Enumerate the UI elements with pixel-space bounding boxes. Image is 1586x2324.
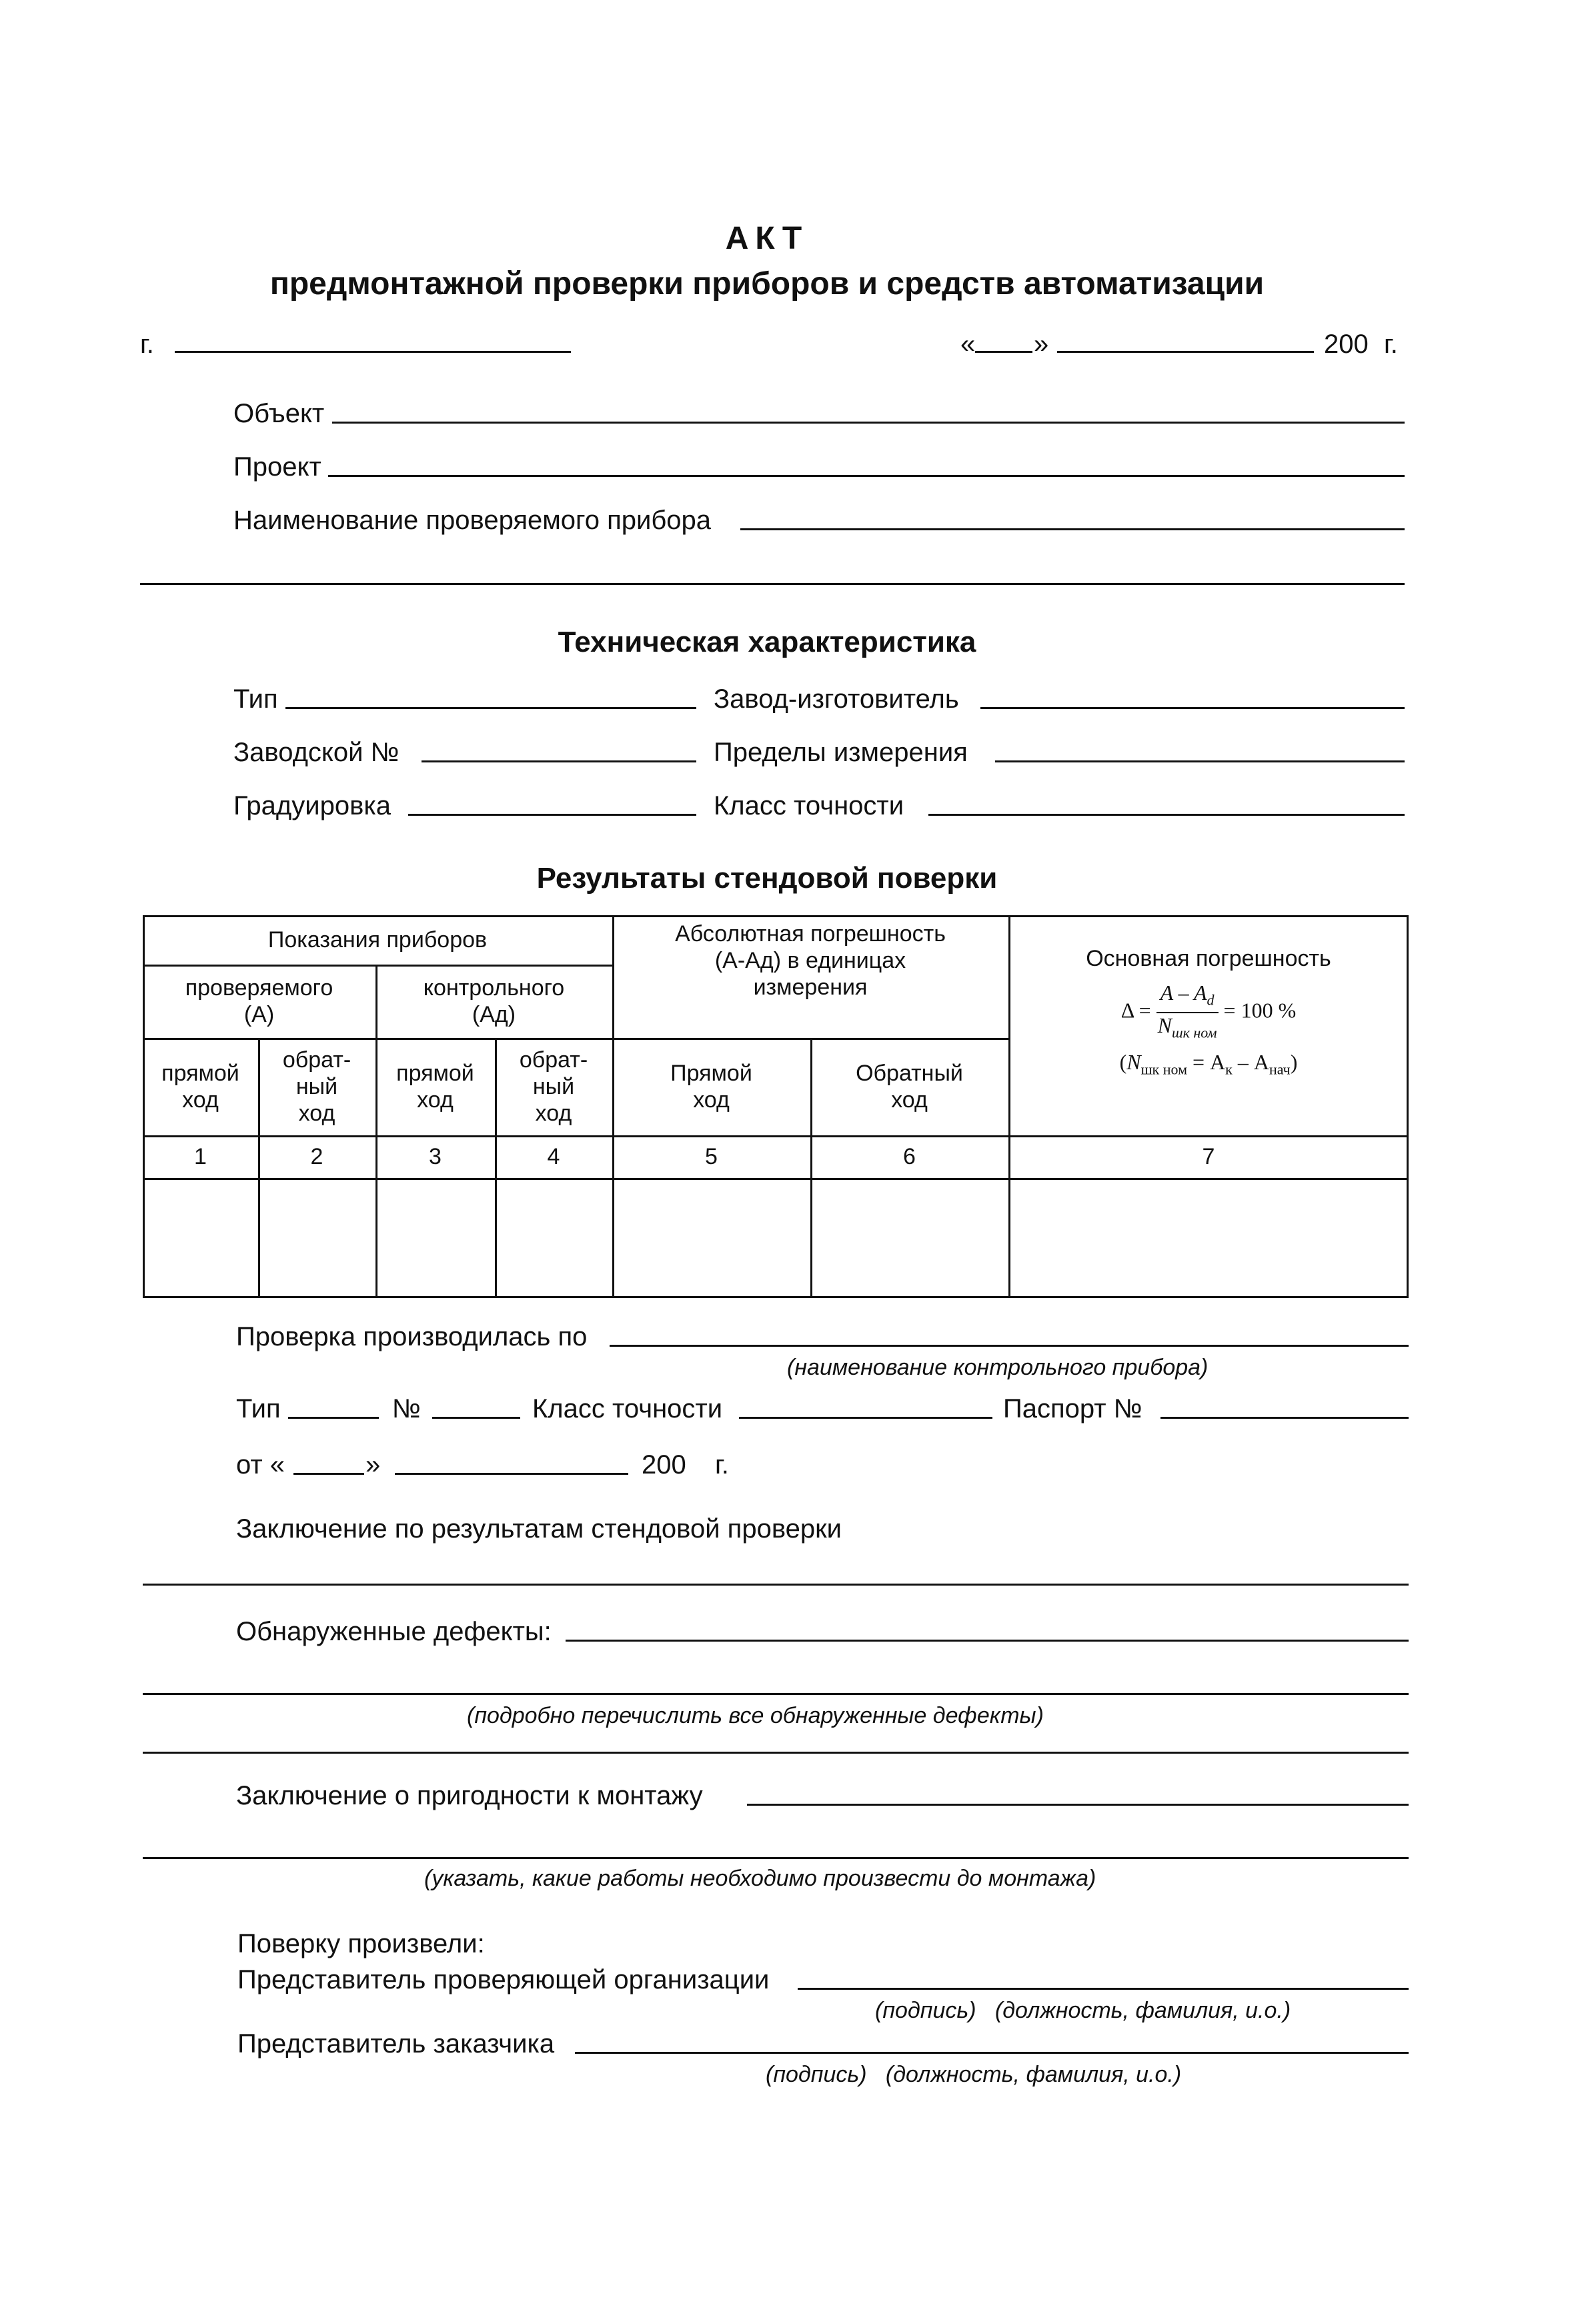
passport-label: Паспорт № xyxy=(1003,1394,1142,1423)
th-control-reverse: обрат- ный ход xyxy=(519,1047,588,1126)
mounting-continuation-line[interactable] xyxy=(143,1857,1409,1859)
checker-rep-label: Представитель проверяющей организации xyxy=(237,1965,770,1994)
note-k-sub: к xyxy=(1225,1061,1233,1078)
note-n-sub: шк ном xyxy=(1140,1061,1188,1078)
device-name-continuation-line[interactable] xyxy=(140,583,1405,585)
formula-denominator-sub: шк ном xyxy=(1171,1024,1217,1041)
accuracy-field-line[interactable] xyxy=(928,814,1405,816)
th-control: контрольного (Ад) xyxy=(423,975,565,1027)
formula-note xyxy=(1008,1050,1409,1081)
stand-conclusion-field-line[interactable] xyxy=(143,1584,1409,1586)
defects-continuation-line-2[interactable] xyxy=(143,1752,1409,1754)
control-device-field-line[interactable] xyxy=(610,1345,1409,1347)
th-main-error: Основная погрешность xyxy=(1086,946,1331,971)
from-label: от « xyxy=(236,1450,285,1480)
manufacturer-label: Завод-изготовитель xyxy=(714,684,959,714)
tech-type-label: Тип xyxy=(233,684,278,714)
checker-hint: (подпись) (должность, фамилия, и.о.) xyxy=(875,1998,1291,2023)
th-abs-error: Абсолютная погрешность (А-Ад) в единицах измерения xyxy=(675,921,946,1000)
th-tested-forward: прямой ход xyxy=(161,1061,239,1113)
project-field-line[interactable] xyxy=(328,475,1405,477)
note-nach-sub: нач xyxy=(1269,1061,1291,1078)
error-formula xyxy=(1008,981,1409,1045)
customer-signature-line[interactable] xyxy=(575,2052,1409,2054)
defects-continuation-line[interactable] xyxy=(143,1693,1409,1695)
defects-hint: (подробно перечислить все обнаруженные дефекты) xyxy=(467,1703,1044,1728)
note-eq: = A xyxy=(1187,1050,1226,1074)
customer-rep-label: Представитель заказчика xyxy=(237,2029,555,2059)
object-label: Объект xyxy=(233,399,325,428)
from-close: » xyxy=(365,1450,381,1480)
from-month-field-line[interactable] xyxy=(395,1473,628,1475)
serial-field-line[interactable] xyxy=(422,760,696,762)
range-label: Пределы измерения xyxy=(714,738,968,767)
col-number: 7 xyxy=(1202,1144,1215,1169)
th-tested-reverse: обрат- ный ход xyxy=(282,1047,351,1126)
note-n: N xyxy=(1126,1050,1141,1074)
customer-hint: (подпись) (должность, фамилия, и.о.) xyxy=(766,2062,1182,2087)
tech-heading: Техническая характеристика xyxy=(558,626,976,658)
tech-type-field-line[interactable] xyxy=(285,707,696,709)
mounting-label: Заключение о пригодности к монтажу xyxy=(236,1781,703,1810)
data-cell[interactable] xyxy=(377,1180,494,1296)
month-field-line[interactable] xyxy=(1057,351,1314,353)
col-number: 5 xyxy=(705,1144,718,1169)
device-name-label: Наименование проверяемого прибора xyxy=(233,506,712,535)
from-year: 200 xyxy=(642,1450,686,1480)
check-accuracy-field-line[interactable] xyxy=(739,1417,992,1419)
formula-delta: Δ = xyxy=(1120,998,1151,1023)
manufacturer-field-line[interactable] xyxy=(980,707,1405,709)
accuracy-label: Класс точности xyxy=(714,791,904,820)
formula-denominator: N xyxy=(1157,1013,1172,1038)
performed-label: Поверку произвели: xyxy=(237,1929,485,1958)
project-label: Проект xyxy=(233,452,321,482)
document-title: АКТ xyxy=(725,221,809,256)
data-cell[interactable] xyxy=(812,1180,1007,1296)
defects-label: Обнаруженные дефекты: xyxy=(236,1617,552,1646)
data-cell[interactable] xyxy=(614,1180,809,1296)
day-field-line[interactable] xyxy=(975,351,1032,353)
formula-numerator-sub: d xyxy=(1207,991,1215,1009)
formula-equals: = 100 % xyxy=(1223,998,1297,1023)
formula-numerator: A – A xyxy=(1160,981,1207,1005)
data-cell[interactable] xyxy=(145,1180,257,1296)
object-field-line[interactable] xyxy=(332,422,1405,424)
serial-label: Заводской № xyxy=(233,738,400,767)
check-type-label: Тип xyxy=(236,1394,281,1423)
note-open: ( xyxy=(1119,1050,1127,1074)
col-number: 3 xyxy=(429,1144,442,1169)
mounting-hint: (указать, какие работы необходимо произвести до монтажа) xyxy=(424,1866,1096,1891)
performed-by-label: Проверка производилась по xyxy=(236,1322,588,1351)
note-minus: – A xyxy=(1232,1050,1269,1074)
stand-conclusion-label: Заключение по результатам стендовой проверки xyxy=(236,1514,842,1544)
col-number: 4 xyxy=(547,1144,560,1169)
th-abs-reverse: Обратный ход xyxy=(856,1061,963,1113)
th-abs-forward: Прямой ход xyxy=(670,1061,752,1113)
mounting-field-line[interactable] xyxy=(747,1804,1409,1806)
from-year-suffix: г. xyxy=(715,1450,729,1480)
data-cell[interactable] xyxy=(260,1180,374,1296)
th-readings: Показания приборов xyxy=(267,927,488,953)
range-field-line[interactable] xyxy=(995,760,1405,762)
check-number-label: № xyxy=(392,1394,421,1423)
check-number-field-line[interactable] xyxy=(432,1417,520,1419)
control-device-hint: (наименование контрольного прибора) xyxy=(787,1355,1209,1380)
col-number: 2 xyxy=(310,1144,323,1169)
data-cell[interactable] xyxy=(1010,1180,1407,1296)
year-prefix: 200 xyxy=(1324,330,1369,359)
checker-signature-line[interactable] xyxy=(798,1988,1409,1990)
results-heading: Результаты стендовой поверки xyxy=(536,862,998,895)
date-quote-open: « xyxy=(960,330,976,359)
defects-field-line[interactable] xyxy=(566,1640,1409,1642)
date-quote-close: » xyxy=(1034,330,1049,359)
city-prefix: г. xyxy=(140,330,154,359)
check-type-field-line[interactable] xyxy=(288,1417,379,1419)
year-suffix: г. xyxy=(1384,330,1398,359)
th-tested: проверяемого (А) xyxy=(185,975,333,1027)
from-day-field-line[interactable] xyxy=(293,1473,364,1475)
note-close: ) xyxy=(1290,1050,1298,1074)
graduation-label: Градуировка xyxy=(233,791,391,820)
check-accuracy-label: Класс точности xyxy=(532,1394,723,1423)
city-field-line[interactable] xyxy=(175,351,571,353)
col-number: 1 xyxy=(194,1144,207,1169)
col-number: 6 xyxy=(903,1144,916,1169)
graduation-field-line[interactable] xyxy=(408,814,696,816)
data-cell[interactable] xyxy=(497,1180,611,1296)
passport-field-line[interactable] xyxy=(1160,1417,1409,1419)
th-control-forward: прямой ход xyxy=(396,1061,474,1113)
device-name-field-line[interactable] xyxy=(740,528,1405,530)
formula-fraction xyxy=(1156,981,1219,1045)
document-subtitle: предмонтажной проверки приборов и средств автоматизации xyxy=(269,266,1265,302)
